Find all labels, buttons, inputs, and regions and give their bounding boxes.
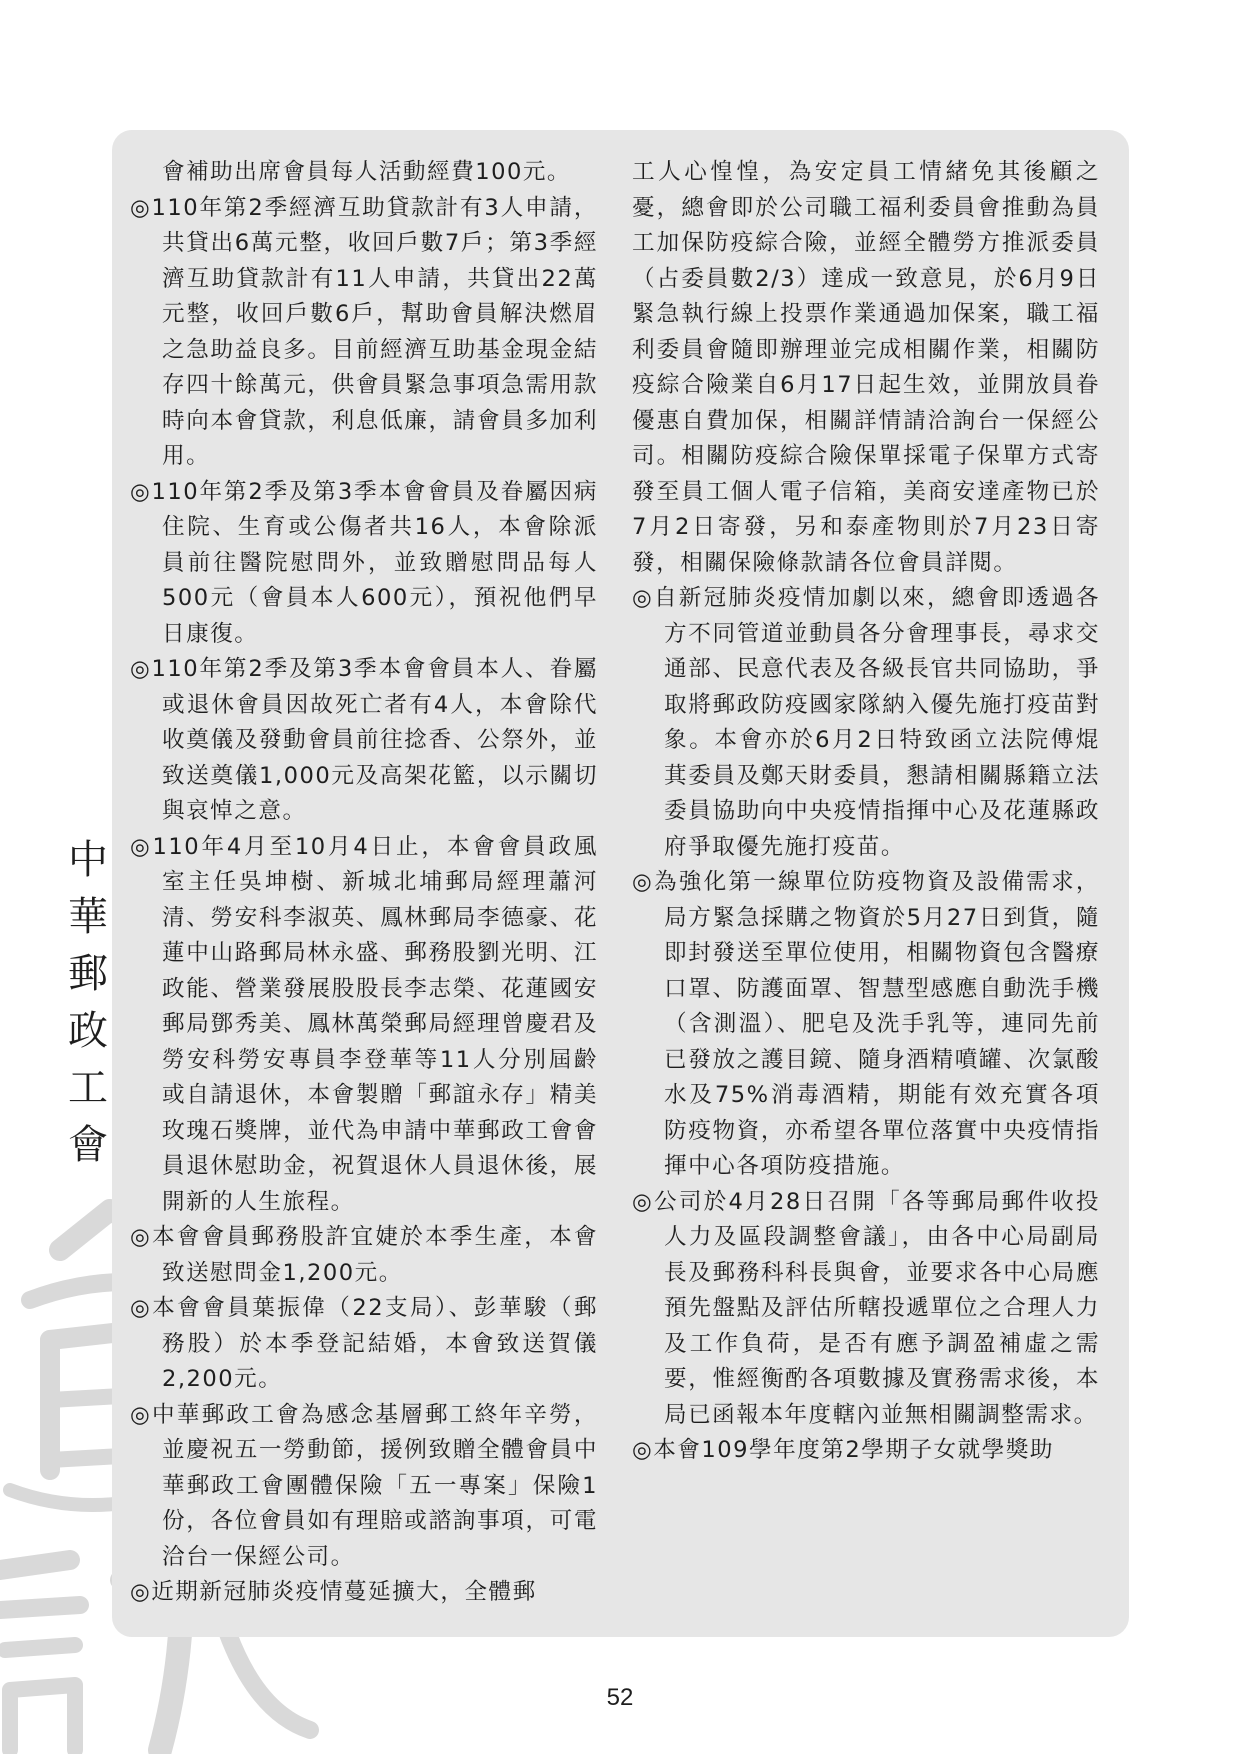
news-item: ◎自新冠肺炎疫情加劇以來，總會即透過各方不同管道並動員各分會理事長，尋求交通部、民意代表及各級長官共同協助，爭取將郵政防疫國家隊納入優先施打疫苗對象。本會亦於6月2日特致函立法院傅焜萁委員及鄭天財委員，懇請相關縣籍立法委員協助向中央疫情指揮中心及花蓮縣政府爭取優先施打疫苗。: [632, 585, 1100, 860]
union-name-char: 工: [68, 1065, 108, 1111]
news-item: 工人心惶惶，為安定員工情緒免其後顧之憂，總會即於公司職工福利委員會推動為員工加保防疫綜合險，並經全體勞方推派委員（占委員數2/3）達成一致意見，於6月9日緊急執行線上投票作業通過加保案，職工福利委員會隨即辦理並完成相關作業，相關防疫綜合險業自6月17日起生效，並開放員眷優惠自費加保，相關詳情請洽詢台一保經公司。相關防疫綜合險保單採電子保單方式寄發至員工個人電子信箱，美商安達產物已於7月2日寄發，另和泰產物則於7月23日寄發，相關保險條款請各位會員詳閱。: [632, 159, 1100, 576]
news-item: ◎為強化第一線單位防疫物資及設備需求，局方緊急採購之物資於5月27日到貨，隨即封發送至單位使用，相關物資包含醫療口罩、防護面罩、智慧型感應自動洗手機（含測溫）、肥皂及洗手乳等，連同先前已發放之護目鏡、隨身酒精噴罐、次氯酸水及75%消毒酒精，期能有效充實各項防疫物資，亦希望各單位落實中央疫情指揮中心各項防疫措施。: [632, 869, 1100, 1179]
news-item: ◎110年第2季及第3季本會會員及眷屬因病住院、生育或公傷者共16人，本會除派員前往醫院慰問外，並致贈慰問品每人500元（會員本人600元），預祝他們早日康復。: [130, 478, 598, 647]
news-item: ◎本會會員葉振偉（22支局）、彭華駿（郵務股）於本季登記結婚，本會致送賀儀2,200元。: [130, 1295, 598, 1392]
union-name-vertical: [60, 832, 116, 1174]
news-item: 會補助出席會員每人活動經費100元。: [162, 159, 572, 185]
union-name-char: 華: [68, 894, 108, 940]
news-item: ◎110年第2季及第3季本會會員本人、眷屬或退休會員因故死亡者有4人，本會除代收奠儀及發動會員前往捻香、公祭外，並致送奠儀1,000元及高架花籃，以示關切與哀悼之意。: [130, 656, 598, 824]
union-name-char: 郵: [68, 951, 108, 997]
union-name-char: 會: [68, 1122, 108, 1168]
page-number: 52: [606, 1684, 634, 1711]
news-item: ◎本會109學年度第2學期子女就學獎助: [632, 1437, 1055, 1463]
union-name-char: 政: [68, 1008, 108, 1054]
right-column: [632, 155, 1100, 1469]
news-item: ◎近期新冠肺炎疫情蔓延擴大，全體郵: [130, 1579, 537, 1605]
news-item: ◎公司於4月28日召開「各等郵局郵件收投人力及區段調整會議」，由各中心局副局長及郵務科科長與會，並要求各中心局應預先盤點及評估所轄投遞單位之合理人力及工作負荷，是否有應予調盈補虛之需要，惟經衡酌各項數據及實務需求後，本局已函報本年度轄內並無相關調整需求。: [632, 1188, 1100, 1428]
news-item: ◎110年第2季經濟互助貸款計有3人申請，共貸出6萬元整，收回戶數7戶；第3季經濟互助貸款計有11人申請，共貸出22萬元整，收回戶數6戶，幫助會員解決燃眉之急助益良多。目前經濟互助基金現金結存四十餘萬元，供會員緊急事項急需用款時向本會貸款，利息低廉，請會員多加利用。: [130, 194, 598, 469]
news-item: ◎中華郵政工會為感念基層郵工終年辛勞，並慶祝五一勞動節，援例致贈全體會員中華郵政工會團體保險「五一專案」保險1份，各位會員如有理賠或諮詢事項，可電洽台一保經公司。: [130, 1401, 598, 1570]
news-item: ◎110年4月至10月4日止，本會會員政風室主任吳坤樹、新城北埔郵局經理蕭河清、勞安科李淑英、鳳林郵局李德豪、花蓮中山路郵局林永盛、郵務股劉光明、江政能、營業發展股股長李志榮、花蓮國安郵局鄧秀美、鳳林萬榮郵局經理曾慶君及勞安科勞安專員李登華等11人分別屆齡或自請退休，本會製贈「郵誼永存」精美玫瑰石獎牌，並代為申請中華郵政工會會員退休慰助金，祝賀退休人員退休後，展開新的人生旅程。: [130, 833, 598, 1215]
union-name-char: 中: [68, 837, 108, 883]
left-column: [130, 155, 598, 1611]
news-item: ◎本會會員郵務股許宜婕於本季生產，本會致送慰問金1,200元。: [130, 1224, 598, 1286]
